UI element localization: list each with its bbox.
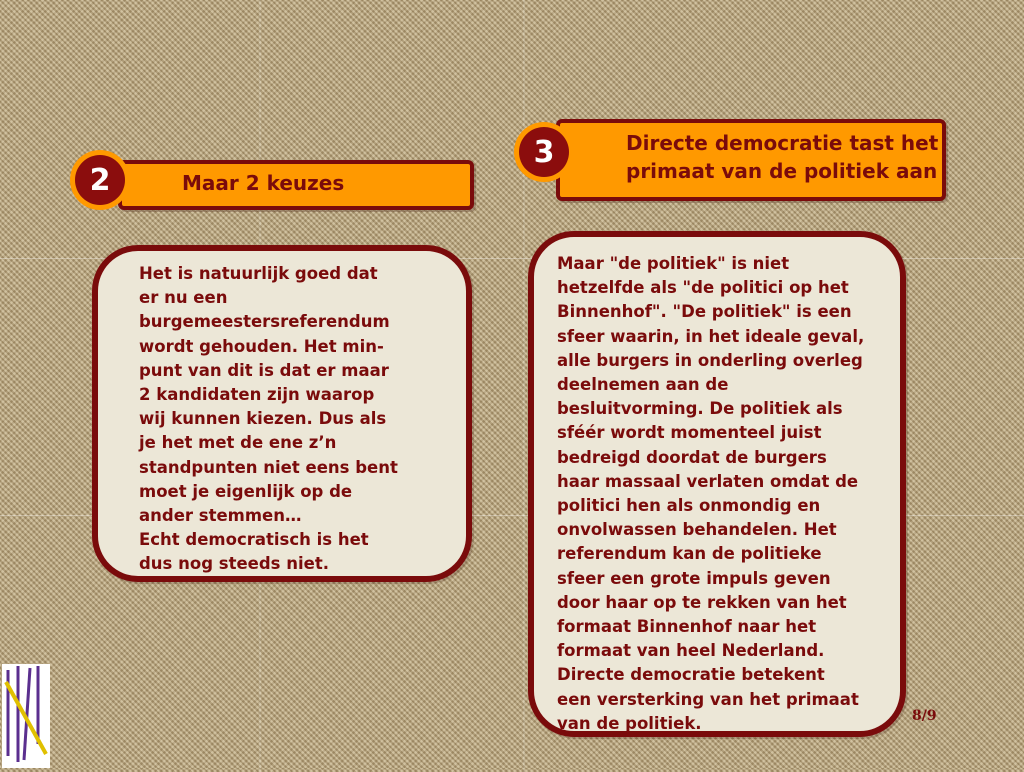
section-2-number: 2 <box>75 155 125 205</box>
section-2-body-text: Het is natuurlijk goed dat er nu een burgemeestersreferendum wordt gehouden. Het min- punt van dit is dat er maar 2 kandidaten zijn waarop wij kunnen kiezen. Dus als je het met de ene z’n standpunten niet eens bent moet je eigenlijk op de ander stemmen… Echt democratisch is het dus nog steeds niet. <box>139 264 398 574</box>
section-3-number: 3 <box>519 127 569 177</box>
logo-icon <box>2 664 50 768</box>
section-2-title: Maar 2 keuzes <box>182 171 345 195</box>
logo-graphic <box>2 664 50 768</box>
section-3-title: Directe democratie tast het primaat van de politiek aan <box>626 131 939 183</box>
page-number: 8/9 <box>912 708 937 724</box>
section-2-number-badge <box>70 150 130 210</box>
section-3-body-text: Maar "de politiek" is niet hetzelfde als "de politici op het Binnenhof". "De politiek" is een sfeer waarin, in het ideale geval, alle burgers in onderling overleg deelnemen aan de besluitvorming. De politiek als sféér wordt momenteel juist bedreigd doordat de burgers haar massaal verlaten omdat de politici hen als onmondig en onvolwassen behandelen. Het referendum kan de politieke sfeer een grote impuls geven door haar op te rekken van het formaat Binnenhof naar het formaat van heel Nederland. Directe democratie betekent een versterking van het primaat van de politiek. <box>557 254 865 733</box>
section-3-number-badge <box>514 122 574 182</box>
